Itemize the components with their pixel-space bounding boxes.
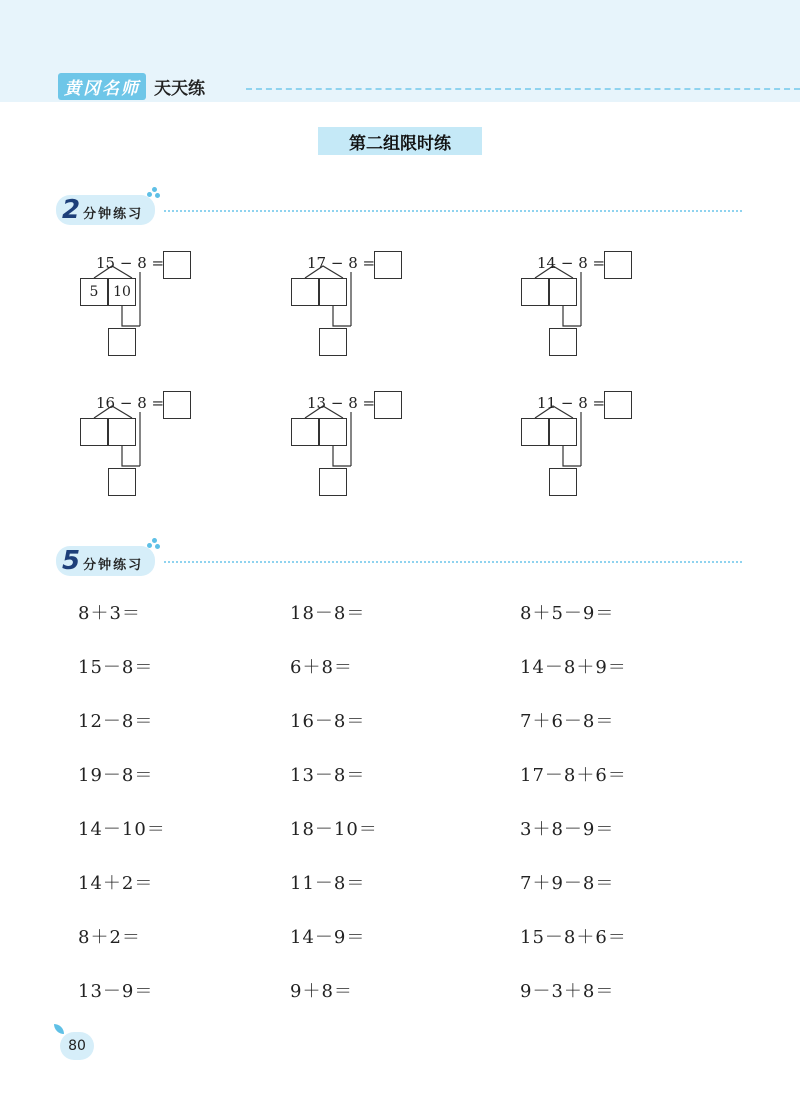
header-divider bbox=[246, 88, 800, 90]
section-badge bbox=[56, 546, 155, 576]
equation: 18－8＝ bbox=[290, 603, 366, 624]
equation: 7＋6－8＝ bbox=[520, 711, 615, 732]
answer-box[interactable] bbox=[374, 391, 402, 419]
problem-expression: 15 − 8 = bbox=[96, 254, 165, 272]
section-label: 分钟练习 bbox=[83, 207, 144, 222]
equation: 8＋5－9＝ bbox=[520, 603, 615, 624]
split-box-left[interactable] bbox=[291, 418, 319, 446]
split-box-right[interactable] bbox=[319, 418, 347, 446]
equation: 9－3＋8＝ bbox=[520, 981, 615, 1002]
equation: 16－8＝ bbox=[290, 711, 366, 732]
answer-box[interactable] bbox=[604, 391, 632, 419]
result-box[interactable] bbox=[319, 468, 347, 496]
result-box[interactable] bbox=[108, 328, 136, 356]
equation: 14－10＝ bbox=[78, 819, 166, 840]
decomposition-problem bbox=[291, 252, 421, 362]
brand-name: 黄冈名师 bbox=[58, 73, 146, 100]
section-number: 2 bbox=[62, 195, 81, 225]
split-box-right[interactable]: 10 bbox=[108, 278, 136, 306]
equation: 8＋2＝ bbox=[78, 927, 141, 948]
section-number: 5 bbox=[62, 546, 81, 576]
split-box-right[interactable] bbox=[319, 278, 347, 306]
result-box[interactable] bbox=[319, 328, 347, 356]
equation: 17－8＋6＝ bbox=[520, 765, 627, 786]
equation: 13－9＝ bbox=[78, 981, 154, 1002]
split-box-left[interactable] bbox=[521, 418, 549, 446]
equation: 9＋8＝ bbox=[290, 981, 353, 1002]
decomposition-problem bbox=[521, 252, 651, 362]
problem-expression: 17 − 8 = bbox=[307, 254, 376, 272]
split-box-right[interactable] bbox=[108, 418, 136, 446]
equation: 3＋8－9＝ bbox=[520, 819, 615, 840]
result-box[interactable] bbox=[108, 468, 136, 496]
section-header-5min bbox=[56, 545, 155, 577]
answer-box[interactable] bbox=[163, 391, 191, 419]
equation: 19－8＝ bbox=[78, 765, 154, 786]
split-box-left[interactable] bbox=[521, 278, 549, 306]
problem-expression: 16 − 8 = bbox=[96, 394, 165, 412]
equation: 15－8＋6＝ bbox=[520, 927, 627, 948]
problem-expression: 11 − 8 = bbox=[537, 394, 606, 412]
problem-expression: 14 − 8 = bbox=[537, 254, 606, 272]
equation: 8＋3＝ bbox=[78, 603, 141, 624]
decomposition-problem bbox=[80, 392, 210, 502]
leaf-icon bbox=[54, 1024, 64, 1034]
answer-box[interactable] bbox=[163, 251, 191, 279]
split-box-left[interactable] bbox=[291, 278, 319, 306]
page-title: 第二组限时练 bbox=[318, 127, 482, 155]
equation: 14－9＝ bbox=[290, 927, 366, 948]
section-header-2min bbox=[56, 194, 155, 226]
section-label: 分钟练习 bbox=[83, 558, 144, 573]
decomposition-problem bbox=[80, 252, 210, 362]
answer-box[interactable] bbox=[374, 251, 402, 279]
brand-subtitle: 天天练 bbox=[154, 78, 205, 99]
brand bbox=[58, 74, 205, 98]
equation: 12－8＝ bbox=[78, 711, 154, 732]
equation: 14＋2＝ bbox=[78, 873, 154, 894]
page-number: 80 bbox=[60, 1032, 94, 1060]
split-box-right[interactable] bbox=[549, 418, 577, 446]
section-divider bbox=[164, 210, 742, 212]
equation: 18－10＝ bbox=[290, 819, 378, 840]
result-box[interactable] bbox=[549, 328, 577, 356]
equation: 13－8＝ bbox=[290, 765, 366, 786]
equation: 6＋8＝ bbox=[290, 657, 353, 678]
split-box-left[interactable] bbox=[80, 418, 108, 446]
section-badge bbox=[56, 195, 155, 225]
equation: 15－8＝ bbox=[78, 657, 154, 678]
droplets-icon bbox=[147, 187, 161, 199]
decomposition-problem bbox=[521, 392, 651, 502]
decomposition-problem bbox=[291, 392, 421, 502]
answer-box[interactable] bbox=[604, 251, 632, 279]
section-divider bbox=[164, 561, 742, 563]
split-box-right[interactable] bbox=[549, 278, 577, 306]
droplets-icon bbox=[147, 538, 161, 550]
equation: 7＋9－8＝ bbox=[520, 873, 615, 894]
equation: 14－8＋9＝ bbox=[520, 657, 627, 678]
problem-expression: 13 − 8 = bbox=[307, 394, 376, 412]
result-box[interactable] bbox=[549, 468, 577, 496]
split-box-left[interactable]: 5 bbox=[80, 278, 108, 306]
equation: 11－8＝ bbox=[290, 873, 366, 894]
